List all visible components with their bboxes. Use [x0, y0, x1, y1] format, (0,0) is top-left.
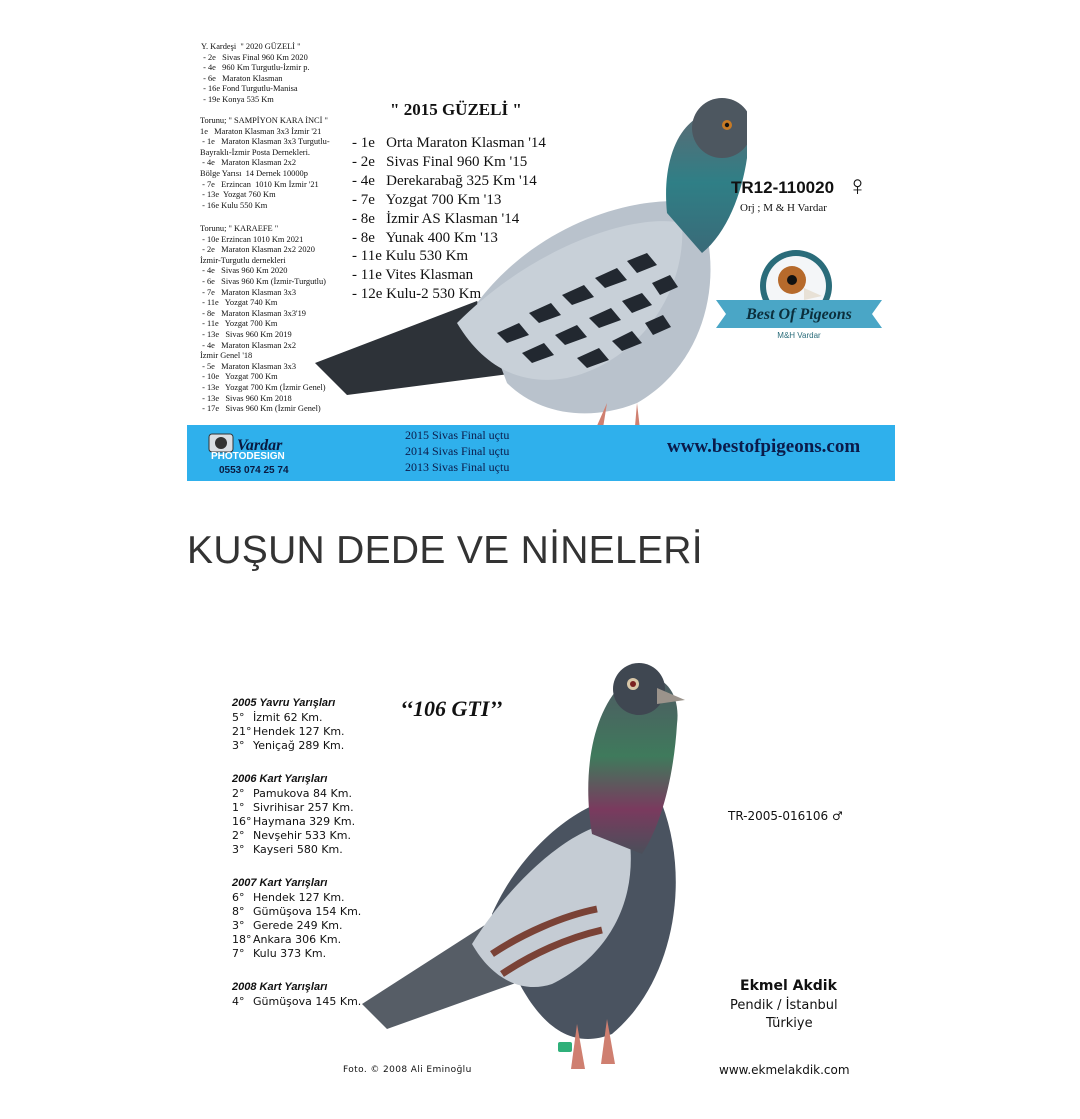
ring-number: TR12-110020	[731, 178, 835, 197]
female-symbol-icon: ♀	[847, 170, 868, 201]
best-of-pigeons-logo-icon	[714, 248, 884, 343]
race-group-title: 2005 Yavru Yarışları	[232, 697, 336, 709]
race-place: Kulu 373 Km.	[253, 947, 327, 960]
race-row	[232, 725, 345, 738]
bird-title: " 2015 GÜZELİ "	[390, 100, 522, 119]
race-group-title: 2006 Kart Yarışları	[232, 773, 328, 785]
race-results-list: - 1e Orta Maraton Klasman '14 - 2e Sivas Final 960 Km '15 - 4e Derekarabağ 325 Km '14 - 7e Yozgat 700 Km '13 - 8e İzmir AS Klasman '14 - 8e Yunak 400 Km '13 - 11e Kulu 530 Km - 11e Vites Klasman - 12e Kulu-2 530 Km	[352, 135, 546, 303]
race-position: 3°	[232, 843, 245, 856]
race-row	[232, 815, 355, 828]
race-row	[232, 905, 361, 918]
race-row	[232, 933, 341, 946]
race-place: Nevşehir 533 Km.	[253, 829, 351, 842]
race-position: 4°	[232, 995, 245, 1008]
race-row	[232, 995, 361, 1008]
owner-location: Pendik / İstanbul	[730, 998, 838, 1013]
race-place: Gerede 249 Km.	[253, 919, 343, 932]
race-place: Hendek 127 Km.	[253, 725, 345, 738]
logo-text: Best Of Pigeons	[746, 306, 852, 323]
race-place: Yeniçağ 289 Km.	[253, 739, 345, 752]
race-row	[232, 787, 352, 800]
studio-name: PHOTODESIGN	[211, 451, 285, 462]
race-place: Haymana 329 Km.	[253, 815, 356, 828]
sibling-results-text: Y. Kardeşi " 2020 GÜZELİ " - 2e Sivas Final 960 Km 2020 - 4e 960 Km Turgutlu-İzmir p. - 6e Maraton Klasman - 16e Fond Turgutlu-Manisa - 19e Konya 535 Km	[201, 42, 310, 104]
race-position: 2°	[232, 787, 245, 800]
race-row	[232, 739, 344, 752]
owner-country: Türkiye	[766, 1016, 813, 1031]
race-row	[232, 891, 345, 904]
studio-phone: 0553 074 25 74	[219, 465, 289, 476]
race-row	[232, 843, 343, 856]
race-position: 3°	[232, 739, 245, 752]
race-place: Gümüşova 154 Km.	[253, 905, 362, 918]
race-position: 1°	[232, 801, 245, 814]
race-group-title: 2007 Kart Yarışları	[232, 877, 328, 889]
race-place: Sivrihisar 257 Km.	[253, 801, 354, 814]
origin-text: Orj ; M & H Vardar	[740, 202, 827, 214]
race-position: 21°	[232, 725, 252, 738]
race-row	[232, 801, 354, 814]
race-position: 5°	[232, 711, 245, 724]
bird-title: ‘‘106 GTI’’	[400, 696, 503, 721]
race-row	[232, 919, 343, 932]
website-link[interactable]: www.bestofpigeons.com	[667, 436, 861, 457]
pedigree-card-106-gti	[187, 652, 895, 1090]
race-row	[232, 711, 323, 724]
race-place: Gümüşova 145 Km.	[253, 995, 362, 1008]
owner-name: Ekmel Akdik	[740, 978, 837, 994]
race-position: 6°	[232, 891, 245, 904]
race-place: Pamukova 84 Km.	[253, 787, 352, 800]
race-group-title: 2008 Kart Yarışları	[232, 981, 328, 993]
race-place: İzmit 62 Km.	[253, 711, 323, 724]
studio-logo-text: Vardar	[237, 437, 283, 454]
race-position: 8°	[232, 905, 245, 918]
race-place: Hendek 127 Km.	[253, 891, 345, 904]
race-place: Ankara 306 Km.	[253, 933, 342, 946]
race-place: Kayseri 580 Km.	[253, 843, 343, 856]
race-row	[232, 947, 326, 960]
grandchild-karaefe-results-text: Torunu; " KARAEFE " - 10e Erzincan 1010 Km 2021 - 2e Maraton Klasman 2x2 2020 İzmir-Turgutlu dernekleri - 4e Sivas 960 Km 2020 - 6e Sivas 960 Km (İzmir-Turgutlu) - 7e Maraton Klasman 3x3 - 11e Yozgat 740 Km - 8e Maraton Klasman 3x3'19 - 11e Yozgat 700 Km - 13e Sivas 960 Km 2019 - 4e Maraton Klasman 2x2 İzmir Genel '18 - 5e Maraton Klasman 3x3 - 10e Yozgat 700 Km - 13e Yozgat 700 Km (İzmir Genel) - 13e Sivas 960 Km 2018 - 17e Sivas 960 Km (İzmir Genel)	[200, 224, 326, 414]
logo-subtext: M&H Vardar	[777, 331, 821, 340]
sivas-final-flights: 2015 Sivas Final uçtu 2014 Sivas Final uçtu 2013 Sivas Final uçtu	[405, 428, 510, 474]
race-position: 3°	[232, 919, 245, 932]
grandchild-kara-inci-results-text: Torunu; " SAMPİYON KARA İNCİ " 1e Maraton Klasman 3x3 İzmir '21 - 1e Maraton Klasman 3x3 Turgutlu- Bayraklı-İzmir Posta Dernekleri. - 4e Maraton Klasman 2x2 Bölge Yarısı 14 Dernek 10000p - 7e Erzincan 1010 Km İzmir '21 - 13e Yozgat 760 Km - 16e Kulu 550 Km	[200, 116, 330, 210]
website-link[interactable]: www.ekmelakdik.com	[719, 1063, 850, 1077]
race-row	[232, 829, 351, 842]
ring-number: TR-2005-016106 ♂	[728, 809, 843, 823]
race-position: 2°	[232, 829, 245, 842]
race-position: 16°	[232, 815, 252, 828]
pedigree-card-2015-guzeli	[187, 38, 895, 481]
race-position: 18°	[232, 933, 252, 946]
race-position: 7°	[232, 947, 245, 960]
section-heading: KUŞUN DEDE VE NİNELERİ	[187, 529, 703, 572]
photo-credit: Foto. © 2008 Ali Eminoğlu	[343, 1065, 472, 1075]
